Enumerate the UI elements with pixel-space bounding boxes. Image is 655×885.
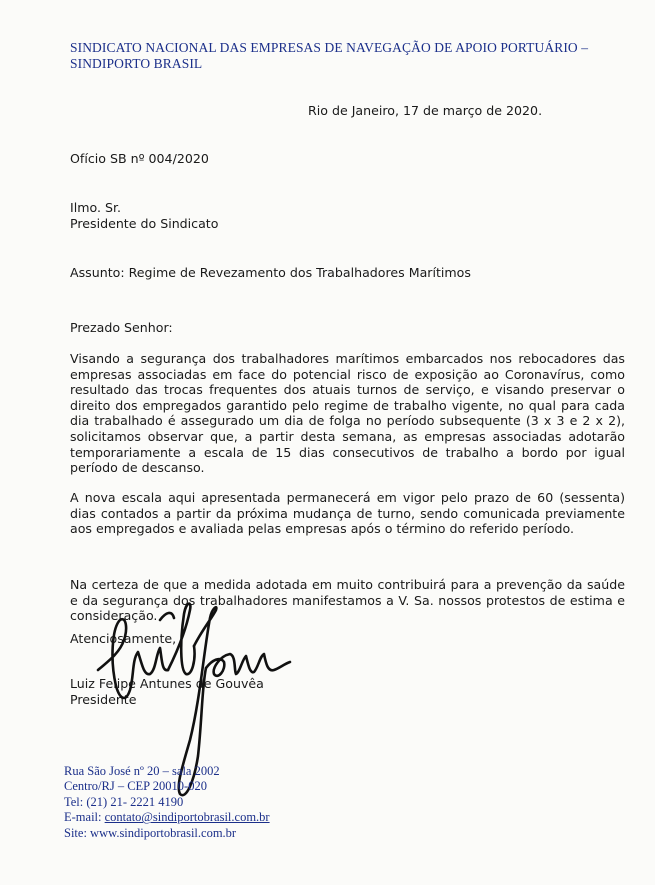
letterhead-line-2: SINDIPORTO BRASIL xyxy=(70,56,203,71)
signer-title: Presidente xyxy=(70,692,137,707)
recipient-role: Presidente do Sindicato xyxy=(70,216,219,231)
footer-address-line-2: Centro/RJ – CEP 20010-020 xyxy=(64,779,207,794)
footer-email-link[interactable]: contato@sindiportobrasil.com.br xyxy=(104,810,270,825)
letterhead xyxy=(70,40,630,72)
footer-site-row xyxy=(64,826,270,841)
footer-phone: Tel: (21) 21- 2221 4190 xyxy=(64,794,184,809)
body-paragraph: Na certeza de que a medida adotada em muito contribuirá para a prevenção da saúde e da segurança dos trabalhadores manifestamos a V. Sa. nossos protestos de estima e consideração. xyxy=(70,577,625,624)
footer-email-row xyxy=(64,810,270,825)
footer-site-label: Site: xyxy=(64,825,91,840)
footer-email-label: E-mail: xyxy=(64,810,105,825)
reference-number: Ofício SB nº 004/2020 xyxy=(70,151,209,166)
subject-line: Assunto: Regime de Revezamento dos Trabalhadores Marítimos xyxy=(70,265,471,280)
footer-address-line-1: Rua São José nº 20 – sala 2002 xyxy=(64,764,220,778)
footer-contact xyxy=(64,764,270,841)
recipient-title: Ilmo. Sr. xyxy=(70,200,121,215)
letterhead-line-1: SINDICATO NACIONAL DAS EMPRESAS DE NAVEGAÇÃO DE APOIO PORTUÁRIO – xyxy=(70,40,589,55)
greeting: Prezado Senhor: xyxy=(70,320,173,335)
letter-date: Rio de Janeiro, 17 de março de 2020. xyxy=(308,103,543,118)
footer-site-link[interactable]: www.sindiportobrasil.com.br xyxy=(90,825,237,840)
signer-name: Luiz Felipe Antunes de Gouvêa xyxy=(70,676,264,691)
body-paragraph: Visando a segurança dos trabalhadores marítimos embarcados nos rebocadores das empresas associadas em face do potencial risco de exposição ao Coronavírus, como resultado das trocas frequentes dos atuais turnos de serviço, e visando preservar o direito dos empregados garantido pelo regime de trabalho vigente, no qual para cada dia trabalhado é assegurado um dia de folga no período subsequente (3 x 3 e 2 x 2), solicitamos observar que, a partir desta semana, as empresas associadas adotarão temporariamente a escala de 15 dias consecutivos de trabalho a bordo por igual período de descanso. xyxy=(70,351,625,476)
body-paragraph: A nova escala aqui apresentada permanecerá em vigor pelo prazo de 60 (sessenta) dias contados a partir da próxima mudança de turno, sendo comunicada previamente aos empregados e avaliada pelas empresas após o término do referido período. xyxy=(70,490,625,537)
closing: Atenciosamente, xyxy=(70,631,177,646)
